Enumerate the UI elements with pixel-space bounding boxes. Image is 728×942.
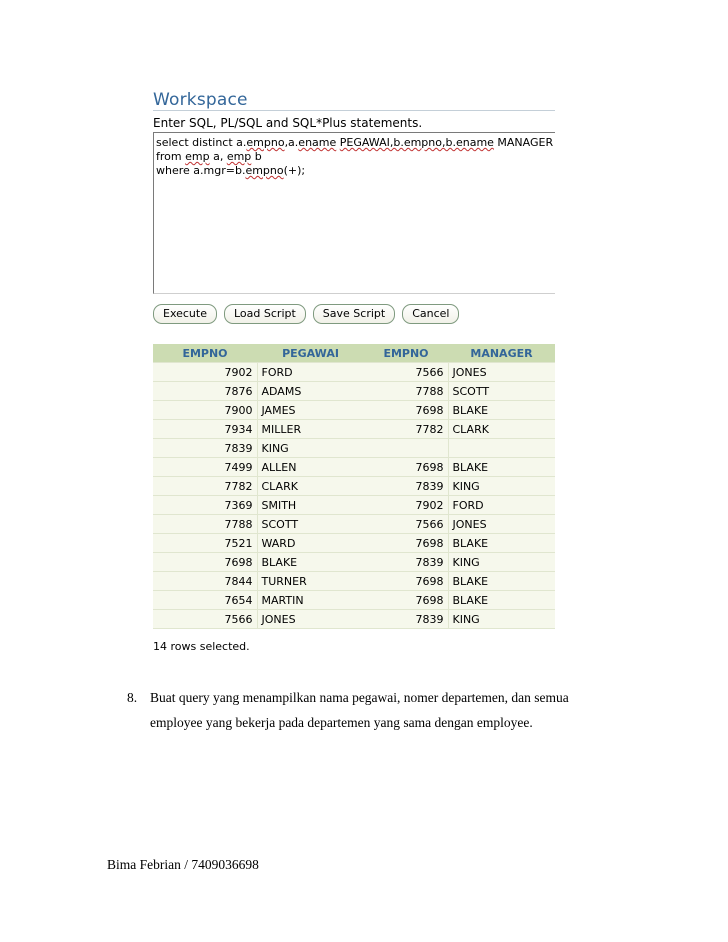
editor-line-1 [156, 136, 553, 149]
editor-text: from [156, 150, 186, 163]
cell-manager-empno: 7566 [364, 515, 448, 534]
cell-manager: BLAKE [448, 401, 555, 420]
cell-manager: JONES [448, 363, 555, 382]
cell-pegawai: ALLEN [257, 458, 364, 477]
table-row [153, 420, 555, 439]
cell-pegawai: ADAMS [257, 382, 364, 401]
table-row [153, 496, 555, 515]
cell-empno: 7566 [153, 610, 257, 629]
cell-manager-empno: 7566 [364, 363, 448, 382]
save-script-button[interactable]: Save Script [313, 304, 395, 324]
cell-pegawai: JAMES [257, 401, 364, 420]
cell-pegawai: CLARK [257, 477, 364, 496]
question-text: Buat query yang menampilkan nama pegawai, nomer departemen, dan semua employee yang bekerja pada departemen yang sama dengan employee. [150, 690, 569, 730]
cell-manager-empno: 7782 [364, 420, 448, 439]
editor-text: PEGAWAI,b.empno,b.ename [339, 136, 494, 149]
cell-manager-empno: 7839 [364, 553, 448, 572]
cell-pegawai: SMITH [257, 496, 364, 515]
cell-manager: CLARK [448, 420, 555, 439]
cell-manager-empno: 7902 [364, 496, 448, 515]
cell-manager: KING [448, 553, 555, 572]
table-row [153, 477, 555, 496]
question-number: 8. [127, 690, 138, 705]
table-row [153, 553, 555, 572]
table-row [153, 534, 555, 553]
action-buttons [153, 304, 459, 324]
cell-manager: SCOTT [448, 382, 555, 401]
table-row [153, 363, 555, 382]
editor-text: b [251, 150, 262, 163]
editor-text: emp [226, 150, 252, 163]
table-row [153, 458, 555, 477]
editor-text: a, [209, 150, 227, 163]
column-header-empno-manager: EMPNO [364, 344, 448, 363]
cell-manager: BLAKE [448, 458, 555, 477]
results-table [153, 344, 555, 629]
cell-manager: KING [448, 477, 555, 496]
workspace-instructions: Enter SQL, PL/SQL and SQL*Plus statements. [153, 116, 423, 130]
cell-empno: 7844 [153, 572, 257, 591]
table-row [153, 610, 555, 629]
table-row [153, 572, 555, 591]
column-header-manager: MANAGER [448, 344, 555, 363]
title-divider [153, 110, 555, 111]
cell-empno: 7902 [153, 363, 257, 382]
editor-line-2 [156, 150, 262, 163]
column-header-empno: EMPNO [153, 344, 257, 363]
editor-text: empno [245, 164, 284, 177]
table-row [153, 515, 555, 534]
cell-empno: 7782 [153, 477, 257, 496]
footer-author: Bima Febrian / 7409036698 [107, 857, 259, 872]
editor-text: (+); [283, 164, 306, 177]
cell-manager-empno: 7698 [364, 534, 448, 553]
cell-manager: JONES [448, 515, 555, 534]
cancel-button[interactable]: Cancel [402, 304, 459, 324]
table-header-row [153, 344, 555, 363]
cell-empno: 7654 [153, 591, 257, 610]
cell-empno: 7876 [153, 382, 257, 401]
cell-pegawai: WARD [257, 534, 364, 553]
cell-empno: 7369 [153, 496, 257, 515]
cell-manager-empno: 7839 [364, 477, 448, 496]
cell-pegawai: TURNER [257, 572, 364, 591]
cell-empno: 7900 [153, 401, 257, 420]
cell-manager: KING [448, 610, 555, 629]
cell-pegawai: KING [257, 439, 364, 458]
editor-text: empno [246, 136, 285, 149]
execute-button[interactable]: Execute [153, 304, 217, 324]
workspace-title: Workspace [153, 90, 248, 110]
cell-manager [448, 439, 555, 458]
column-header-pegawai: PEGAWAI [257, 344, 364, 363]
editor-text: ,a. [284, 136, 299, 149]
table-row [153, 591, 555, 610]
cell-manager-empno: 7788 [364, 382, 448, 401]
cell-manager: BLAKE [448, 572, 555, 591]
cell-pegawai: JONES [257, 610, 364, 629]
table-row [153, 401, 555, 420]
cell-manager-empno: 7698 [364, 572, 448, 591]
cell-manager: BLAKE [448, 534, 555, 553]
editor-text: MANAGER [493, 136, 554, 149]
editor-text: select distinct a. [156, 136, 247, 149]
cell-pegawai: FORD [257, 363, 364, 382]
cell-manager: FORD [448, 496, 555, 515]
cell-manager-empno [364, 439, 448, 458]
cell-pegawai: MARTIN [257, 591, 364, 610]
table-row [153, 439, 555, 458]
editor-text: where a.mgr=b. [156, 164, 246, 177]
load-script-button[interactable]: Load Script [224, 304, 306, 324]
rows-selected-summary: 14 rows selected. [153, 640, 250, 653]
cell-manager-empno: 7839 [364, 610, 448, 629]
cell-empno: 7698 [153, 553, 257, 572]
cell-empno: 7499 [153, 458, 257, 477]
table-row [153, 382, 555, 401]
cell-empno: 7839 [153, 439, 257, 458]
cell-manager-empno: 7698 [364, 458, 448, 477]
editor-line-3 [156, 164, 305, 177]
cell-manager-empno: 7698 [364, 401, 448, 420]
cell-empno: 7521 [153, 534, 257, 553]
cell-empno: 7788 [153, 515, 257, 534]
sql-editor-textarea[interactable] [153, 132, 555, 294]
cell-manager: BLAKE [448, 591, 555, 610]
cell-empno: 7934 [153, 420, 257, 439]
cell-pegawai: MILLER [257, 420, 364, 439]
editor-text: emp [185, 150, 210, 163]
cell-manager-empno: 7698 [364, 591, 448, 610]
cell-pegawai: SCOTT [257, 515, 364, 534]
cell-pegawai: BLAKE [257, 553, 364, 572]
editor-text: ename [298, 136, 337, 149]
